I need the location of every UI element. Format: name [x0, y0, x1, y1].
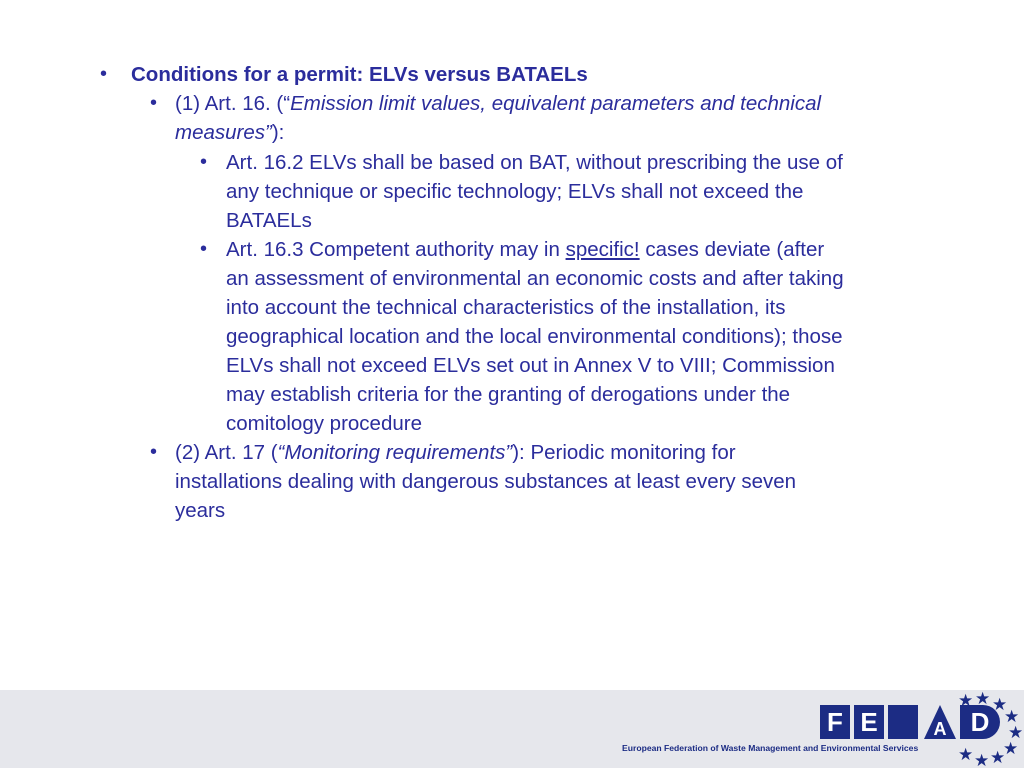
art16-3-line-1: [226, 235, 824, 264]
art16-line-1: [175, 89, 821, 118]
logo-letter-e: E: [854, 705, 884, 739]
art17-line-2: installations dealing with dangerous substances at least every seven: [175, 470, 797, 493]
art17-suffix: ): Periodic monitoring for: [512, 441, 736, 464]
logo-letter-a: A: [933, 719, 947, 739]
art16-2-line-3: BATAELs: [226, 209, 312, 232]
bullet-marker: •: [200, 151, 208, 173]
art16-3-line-2: an assessment of environmental an economic costs and after taking: [226, 267, 844, 290]
specific-link[interactable]: specific!: [565, 238, 640, 261]
star-icon: ★: [1004, 707, 1020, 726]
art17-line-1: [175, 438, 736, 467]
star-icon: ★: [974, 751, 990, 770]
art16-prefix: (1) Art. 16. (“: [175, 92, 291, 115]
art17-title: “Monitoring requirements”: [277, 441, 513, 464]
art16-title-part2: measures”: [175, 121, 272, 144]
footer-tagline: European Federation of Waste Management and Environmental Services: [622, 743, 919, 753]
art16-3-line-3: into account the technical characteristics of the installation, its: [226, 296, 786, 319]
art16-3-line-4: geographical location and the local environmental conditions); those: [226, 325, 843, 348]
bullet-marker: •: [150, 92, 158, 114]
art17-prefix: (2) Art. 17 (: [175, 441, 278, 464]
star-icon: ★: [992, 695, 1008, 714]
logo-letter-e2: [888, 705, 918, 739]
art16-2-line-2: any technique or specific technology; ELVs shall not exceed the: [226, 180, 804, 203]
logo-letter-f: F: [820, 705, 850, 739]
bullet-marker: •: [200, 238, 208, 260]
star-icon: ★: [958, 691, 974, 710]
art16-line-2: [175, 118, 284, 147]
logo-letter-d: D: [960, 705, 1000, 739]
art16-3-prefix: Art. 16.3 Competent authority may in: [226, 238, 566, 261]
art16-3-line-7: comitology procedure: [226, 412, 422, 435]
art17-line-3: years: [175, 499, 226, 522]
art16-title-part1: Emission limit values, equivalent parameters and technical: [290, 92, 822, 115]
art16-3-line-6: may establish criteria for the granting of derogations under the: [226, 383, 791, 406]
heading-conditions-for-permit: Conditions for a permit: ELVs versus BATAELs: [131, 63, 588, 86]
star-icon: ★: [1008, 723, 1024, 742]
art16-3-line-5: ELVs shall not exceed ELVs set out in Annex V to VIII; Commission: [226, 354, 835, 377]
logo-triangle-a: [924, 705, 956, 739]
star-icon: ★: [975, 689, 991, 708]
art16-2-line-1: Art. 16.2 ELVs shall be based on BAT, without prescribing the use of: [226, 151, 843, 174]
art16-suffix: ):: [271, 121, 285, 144]
star-icon: ★: [990, 748, 1006, 767]
star-icon: ★: [1003, 739, 1019, 758]
bullet-marker: •: [150, 441, 158, 463]
star-icon: ★: [958, 745, 974, 764]
art16-3-suffix: cases deviate (after: [639, 238, 825, 261]
bullet-marker: •: [100, 63, 108, 85]
